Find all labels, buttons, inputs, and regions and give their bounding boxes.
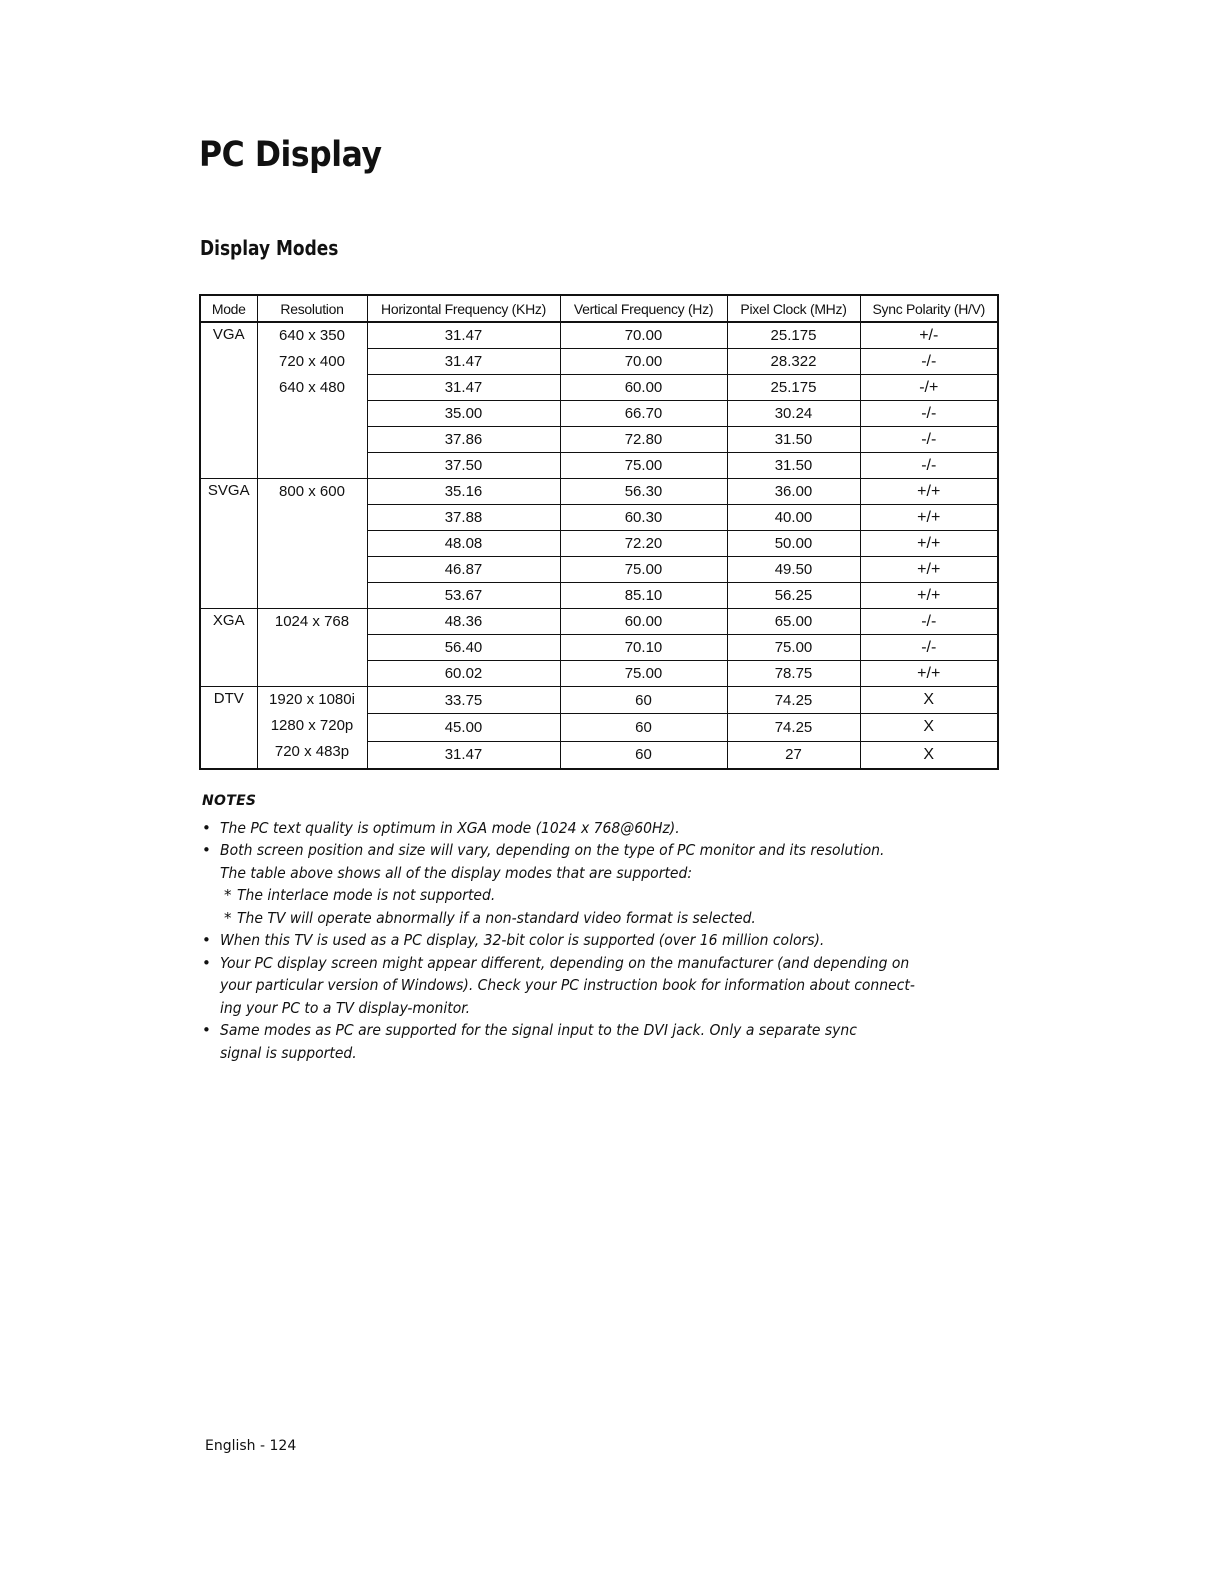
vertical-frequency-cell: 60.00 (560, 609, 727, 635)
horizontal-frequency-cell: 46.87 (367, 557, 560, 583)
horizontal-frequency-cell: 31.47 (367, 375, 560, 401)
horizontal-frequency-cell: 37.86 (367, 427, 560, 453)
vertical-frequency-cell: 60 (560, 741, 727, 769)
pixel-clock-cell: 74.25 (727, 714, 860, 741)
notes-section (202, 790, 1002, 1064)
note-text: The PC text quality is optimum in XGA mode (1024 x 768@60Hz). (220, 818, 680, 837)
horizontal-frequency-cell: 31.47 (367, 741, 560, 769)
resolution-cell (257, 322, 367, 479)
vertical-frequency-cell: 85.10 (560, 583, 727, 609)
horizontal-frequency-cell: 56.40 (367, 635, 560, 661)
pixel-clock-cell: 40.00 (727, 505, 860, 531)
horizontal-frequency-cell: 48.08 (367, 531, 560, 557)
note-item (202, 952, 1002, 1020)
notes-heading: NOTES (202, 793, 257, 809)
note-text: When this TV is used as a PC display, 32-bit color is supported (over 16 million colors). (220, 931, 825, 949)
sync-polarity-cell: -/- (860, 635, 998, 661)
resolution-value: 1024 x 768 (274, 613, 350, 630)
bullet-icon: • (202, 931, 211, 949)
section-title: Display Modes (200, 236, 339, 260)
vertical-frequency-cell: 75.00 (560, 557, 727, 583)
note-sub-text: The TV will operate abnormally if a non-standard video format is selected. (237, 908, 756, 927)
display-modes-table (199, 294, 999, 770)
note-item (202, 839, 1002, 884)
pixel-clock-cell: 30.24 (727, 401, 860, 427)
pixel-clock-cell: 74.25 (727, 687, 860, 714)
header-mode: Mode (200, 295, 257, 322)
pixel-clock-cell: 65.00 (727, 609, 860, 635)
note-sub-item (202, 907, 1002, 930)
sync-polarity-cell: +/+ (860, 531, 998, 557)
vertical-frequency-cell: 75.00 (560, 661, 727, 687)
sync-polarity-cell: X (860, 687, 998, 714)
sync-polarity-cell: +/+ (860, 557, 998, 583)
pixel-clock-cell: 31.50 (727, 453, 860, 479)
pixel-clock-cell: 36.00 (727, 479, 860, 505)
pixel-clock-cell: 56.25 (727, 583, 860, 609)
header-horizontal-frequency: Horizontal Frequency (KHz) (367, 295, 560, 322)
sync-polarity-cell: -/- (860, 401, 998, 427)
resolution-value: 640 x 480 (279, 379, 345, 396)
mode-cell: SVGA (200, 479, 257, 609)
table-row (200, 322, 998, 349)
vertical-frequency-cell: 60 (560, 714, 727, 741)
vertical-frequency-cell: 72.80 (560, 427, 727, 453)
pixel-clock-cell: 25.175 (727, 322, 860, 349)
header-sync-polarity: Sync Polarity (H/V) (860, 295, 998, 322)
sync-polarity-cell: +/+ (860, 661, 998, 687)
asterisk-icon: * (224, 908, 232, 927)
horizontal-frequency-cell: 37.88 (367, 505, 560, 531)
sync-polarity-cell: -/- (860, 453, 998, 479)
vertical-frequency-cell: 75.00 (560, 453, 727, 479)
sync-polarity-cell: -/- (860, 609, 998, 635)
note-text: ing your PC to a TV display-monitor. (220, 998, 471, 1017)
notes-list (202, 817, 1002, 1065)
sync-polarity-cell: X (860, 714, 998, 741)
table-row (200, 687, 998, 714)
note-item (202, 817, 1002, 840)
pixel-clock-cell: 27 (727, 741, 860, 769)
resolution-value: 720 x 483p (274, 743, 350, 760)
pixel-clock-cell: 28.322 (727, 349, 860, 375)
note-text: Same modes as PC are supported for the signal input to the DVI jack. Only a separate sync (220, 1021, 857, 1039)
header-vertical-frequency: Vertical Frequency (Hz) (560, 295, 727, 322)
resolution-cell (257, 687, 367, 770)
table-row (200, 479, 998, 505)
note-text: your particular version of Windows). Check your PC instruction book for information about connect- (220, 976, 915, 994)
horizontal-frequency-cell: 53.67 (367, 583, 560, 609)
vertical-frequency-cell: 70.00 (560, 322, 727, 349)
bullet-icon: • (202, 1021, 211, 1039)
table-header-row (200, 295, 998, 322)
table-body (200, 322, 998, 769)
vertical-frequency-cell: 66.70 (560, 401, 727, 427)
note-text: The table above shows all of the display modes that are supported: (220, 863, 693, 882)
horizontal-frequency-cell: 60.02 (367, 661, 560, 687)
horizontal-frequency-cell: 45.00 (367, 714, 560, 741)
vertical-frequency-cell: 60.00 (560, 375, 727, 401)
sync-polarity-cell: +/- (860, 322, 998, 349)
horizontal-frequency-cell: 35.00 (367, 401, 560, 427)
header-resolution: Resolution (257, 295, 367, 322)
bullet-icon: • (202, 818, 211, 837)
pixel-clock-cell: 49.50 (727, 557, 860, 583)
resolution-value: 640 x 350 (279, 327, 345, 344)
sync-polarity-cell: +/+ (860, 583, 998, 609)
sync-polarity-cell: -/- (860, 349, 998, 375)
mode-cell: DTV (200, 687, 257, 770)
horizontal-frequency-cell: 48.36 (367, 609, 560, 635)
note-sub-text: The interlace mode is not supported. (237, 886, 496, 904)
vertical-frequency-cell: 60.30 (560, 505, 727, 531)
horizontal-frequency-cell: 37.50 (367, 453, 560, 479)
vertical-frequency-cell: 60 (560, 687, 727, 714)
resolution-value: 1920 x 1080i (269, 691, 355, 708)
note-sub-item (202, 884, 1002, 907)
horizontal-frequency-cell: 31.47 (367, 349, 560, 375)
sync-polarity-cell: +/+ (860, 505, 998, 531)
horizontal-frequency-cell: 35.16 (367, 479, 560, 505)
resolution-value: 720 x 400 (279, 353, 345, 370)
note-text: signal is supported. (220, 1043, 357, 1062)
resolution-cell (257, 479, 367, 609)
note-text: Both screen position and size will vary, depending on the type of PC monitor and its resolution. (220, 841, 885, 859)
resolution-value: 800 x 600 (279, 483, 345, 500)
page-footer: English - 124 (205, 1438, 297, 1454)
resolution-cell (257, 609, 367, 687)
sync-polarity-cell: -/+ (860, 375, 998, 401)
asterisk-icon: * (224, 886, 232, 904)
sync-polarity-cell: -/- (860, 427, 998, 453)
note-text: Your PC display screen might appear different, depending on the manufacturer (and depending on (220, 953, 910, 972)
mode-cell: VGA (200, 322, 257, 479)
mode-cell: XGA (200, 609, 257, 687)
pixel-clock-cell: 31.50 (727, 427, 860, 453)
sync-polarity-cell: +/+ (860, 479, 998, 505)
horizontal-frequency-cell: 33.75 (367, 687, 560, 714)
bullet-icon: • (202, 953, 211, 972)
horizontal-frequency-cell: 31.47 (367, 322, 560, 349)
pixel-clock-cell: 75.00 (727, 635, 860, 661)
bullet-icon: • (202, 841, 211, 859)
resolution-value: 1280 x 720p (270, 717, 354, 734)
vertical-frequency-cell: 70.10 (560, 635, 727, 661)
vertical-frequency-cell: 56.30 (560, 479, 727, 505)
pixel-clock-cell: 78.75 (727, 661, 860, 687)
sync-polarity-cell: X (860, 741, 998, 769)
vertical-frequency-cell: 70.00 (560, 349, 727, 375)
note-item (202, 1019, 1002, 1064)
pixel-clock-cell: 25.175 (727, 375, 860, 401)
note-item (202, 929, 1002, 952)
table-row (200, 609, 998, 635)
pixel-clock-cell: 50.00 (727, 531, 860, 557)
vertical-frequency-cell: 72.20 (560, 531, 727, 557)
page-title: PC Display (199, 135, 382, 175)
header-pixel-clock: Pixel Clock (MHz) (727, 295, 860, 322)
